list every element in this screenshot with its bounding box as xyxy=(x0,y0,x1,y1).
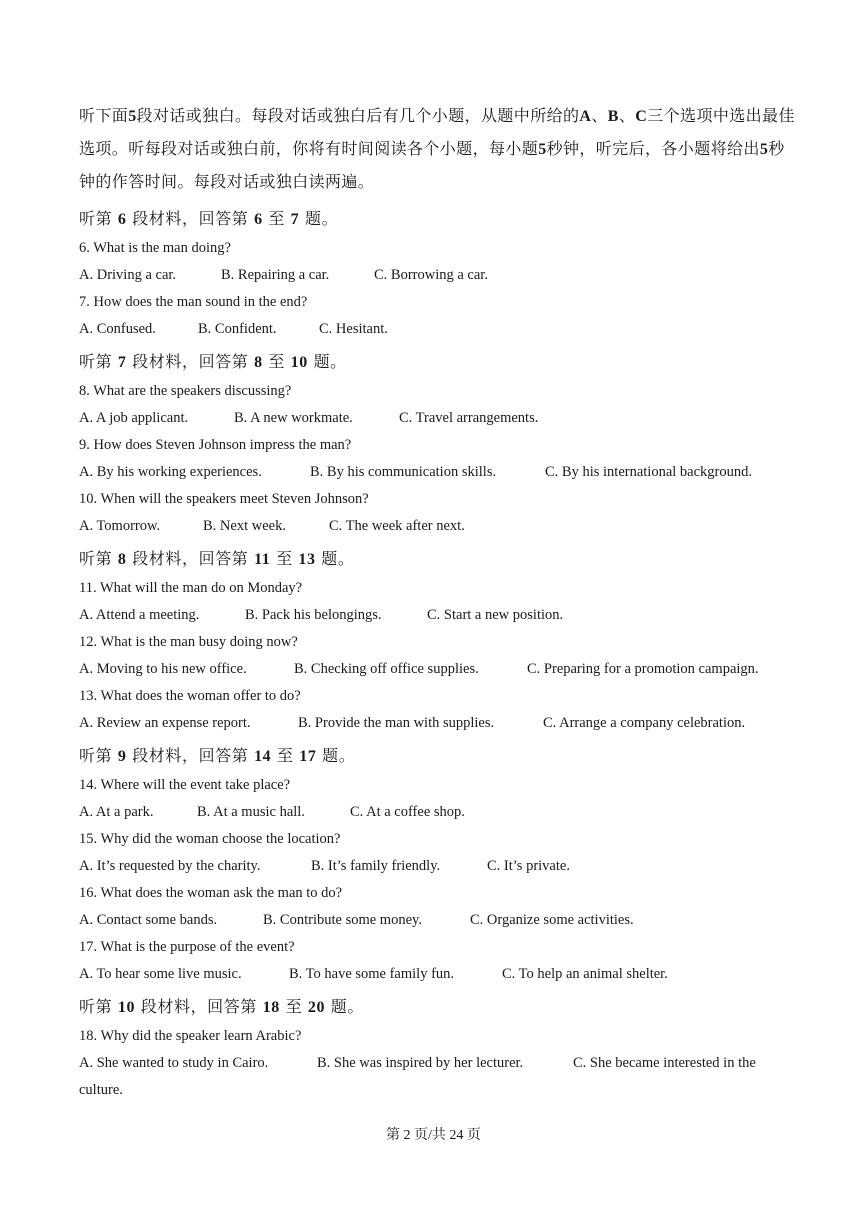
question-6-option-a: A. Driving a car. xyxy=(79,267,177,283)
question-15-option-a: A. It’s requested by the charity. xyxy=(79,858,261,874)
question-16-option-a: A. Contact some bands. xyxy=(79,912,218,928)
question-12-stem: 12. What is the man busy doing now? xyxy=(79,634,298,650)
question-15-option-b: B. It’s family friendly. xyxy=(311,858,441,874)
question-15-option-c: C. It’s private. xyxy=(487,858,570,874)
question-14-option-a: A. At a park. xyxy=(79,804,154,820)
question-12-option-c: C. Preparing for a promotion campaign. xyxy=(527,661,759,677)
question-18-option-b: B. She was inspired by her lecturer. xyxy=(317,1055,524,1071)
section-heading-10: 听第 10 段材料，回答第 18 至 20 题。 xyxy=(79,997,364,1016)
question-6-option-c: C. Borrowing a car. xyxy=(374,267,488,283)
question-16-option-c: C. Organize some activities. xyxy=(470,912,634,928)
question-6-stem: 6. What is the man doing? xyxy=(79,240,231,256)
question-16-stem: 16. What does the woman ask the man to do? xyxy=(79,885,343,901)
question-8-option-a: A. A job applicant. xyxy=(79,410,189,426)
question-7-stem: 7. How does the man sound in the end? xyxy=(79,294,308,310)
question-16-option-b: B. Contribute some money. xyxy=(263,912,422,928)
question-11-stem: 11. What will the man do on Monday? xyxy=(79,580,303,596)
question-7-option-a: A. Confused. xyxy=(79,321,156,337)
page-number-footer: 第 2 页/共 24 页 xyxy=(386,1128,481,1143)
section-heading-9: 听第 9 段材料，回答第 14 至 17 题。 xyxy=(79,746,356,765)
question-9-option-c: C. By his international background. xyxy=(545,464,752,480)
question-17-option-b: B. To have some family fun. xyxy=(289,966,455,982)
question-13-option-b: B. Provide the man with supplies. xyxy=(298,715,495,731)
question-17-option-c: C. To help an animal shelter. xyxy=(502,966,668,982)
question-14-option-b: B. At a music hall. xyxy=(197,804,305,820)
question-10-option-a: A. Tomorrow. xyxy=(79,518,161,534)
question-7-option-b: B. Confident. xyxy=(198,321,277,337)
question-13-option-a: A. Review an expense report. xyxy=(79,715,251,731)
question-8-option-c: C. Travel arrangements. xyxy=(399,410,539,426)
question-10-stem: 10. When will the speakers meet Steven Johnson? xyxy=(79,491,369,507)
question-18-stem: 18. Why did the speaker learn Arabic? xyxy=(79,1028,302,1044)
question-11-option-a: A. Attend a meeting. xyxy=(79,607,200,623)
question-11-option-c: C. Start a new position. xyxy=(427,607,564,623)
question-17-option-a: A. To hear some live music. xyxy=(79,966,242,982)
listening-instructions: 听下面5段对话或独白。每段对话或独白后有几个小题，从题中所给的A、B、C三个选项中选出最佳选项。听每段对话或独白前，你将有时间阅读各个小题，每小题5秒钟，听完后，各小题将给出5秒钟的作答时间。每段对话或独白读两遍。 xyxy=(79,106,795,191)
question-10-option-c: C. The week after next. xyxy=(329,518,465,534)
question-8-stem: 8. What are the speakers discussing? xyxy=(79,383,292,399)
question-18-option-c: C. She became interested in the xyxy=(573,1055,756,1071)
question-12-option-a: A. Moving to his new office. xyxy=(79,661,247,677)
question-15-stem: 15. Why did the woman choose the location? xyxy=(79,831,341,847)
section-heading-6: 听第 6 段材料，回答第 6 至 7 题。 xyxy=(79,209,339,228)
question-8-option-b: B. A new workmate. xyxy=(234,410,353,426)
question-18-option-c-continuation: culture. xyxy=(79,1082,123,1098)
question-9-option-b: B. By his communication skills. xyxy=(310,464,497,480)
question-12-option-b: B. Checking off office supplies. xyxy=(294,661,479,677)
question-9-option-a: A. By his working experiences. xyxy=(79,464,262,480)
question-6-option-b: B. Repairing a car. xyxy=(221,267,330,283)
question-13-stem: 13. What does the woman offer to do? xyxy=(79,688,301,704)
question-18-option-a: A. She wanted to study in Cairo. xyxy=(79,1055,269,1071)
question-17-stem: 17. What is the purpose of the event? xyxy=(79,939,295,955)
question-14-stem: 14. Where will the event take place? xyxy=(79,777,291,793)
question-9-stem: 9. How does Steven Johnson impress the man? xyxy=(79,437,352,453)
question-10-option-b: B. Next week. xyxy=(203,518,286,534)
question-13-option-c: C. Arrange a company celebration. xyxy=(543,715,746,731)
section-heading-7: 听第 7 段材料，回答第 8 至 10 题。 xyxy=(79,352,347,371)
question-11-option-b: B. Pack his belongings. xyxy=(245,607,382,623)
question-14-option-c: C. At a coffee shop. xyxy=(350,804,465,820)
section-heading-8: 听第 8 段材料，回答第 11 至 13 题。 xyxy=(79,549,355,568)
question-7-option-c: C. Hesitant. xyxy=(319,321,388,337)
